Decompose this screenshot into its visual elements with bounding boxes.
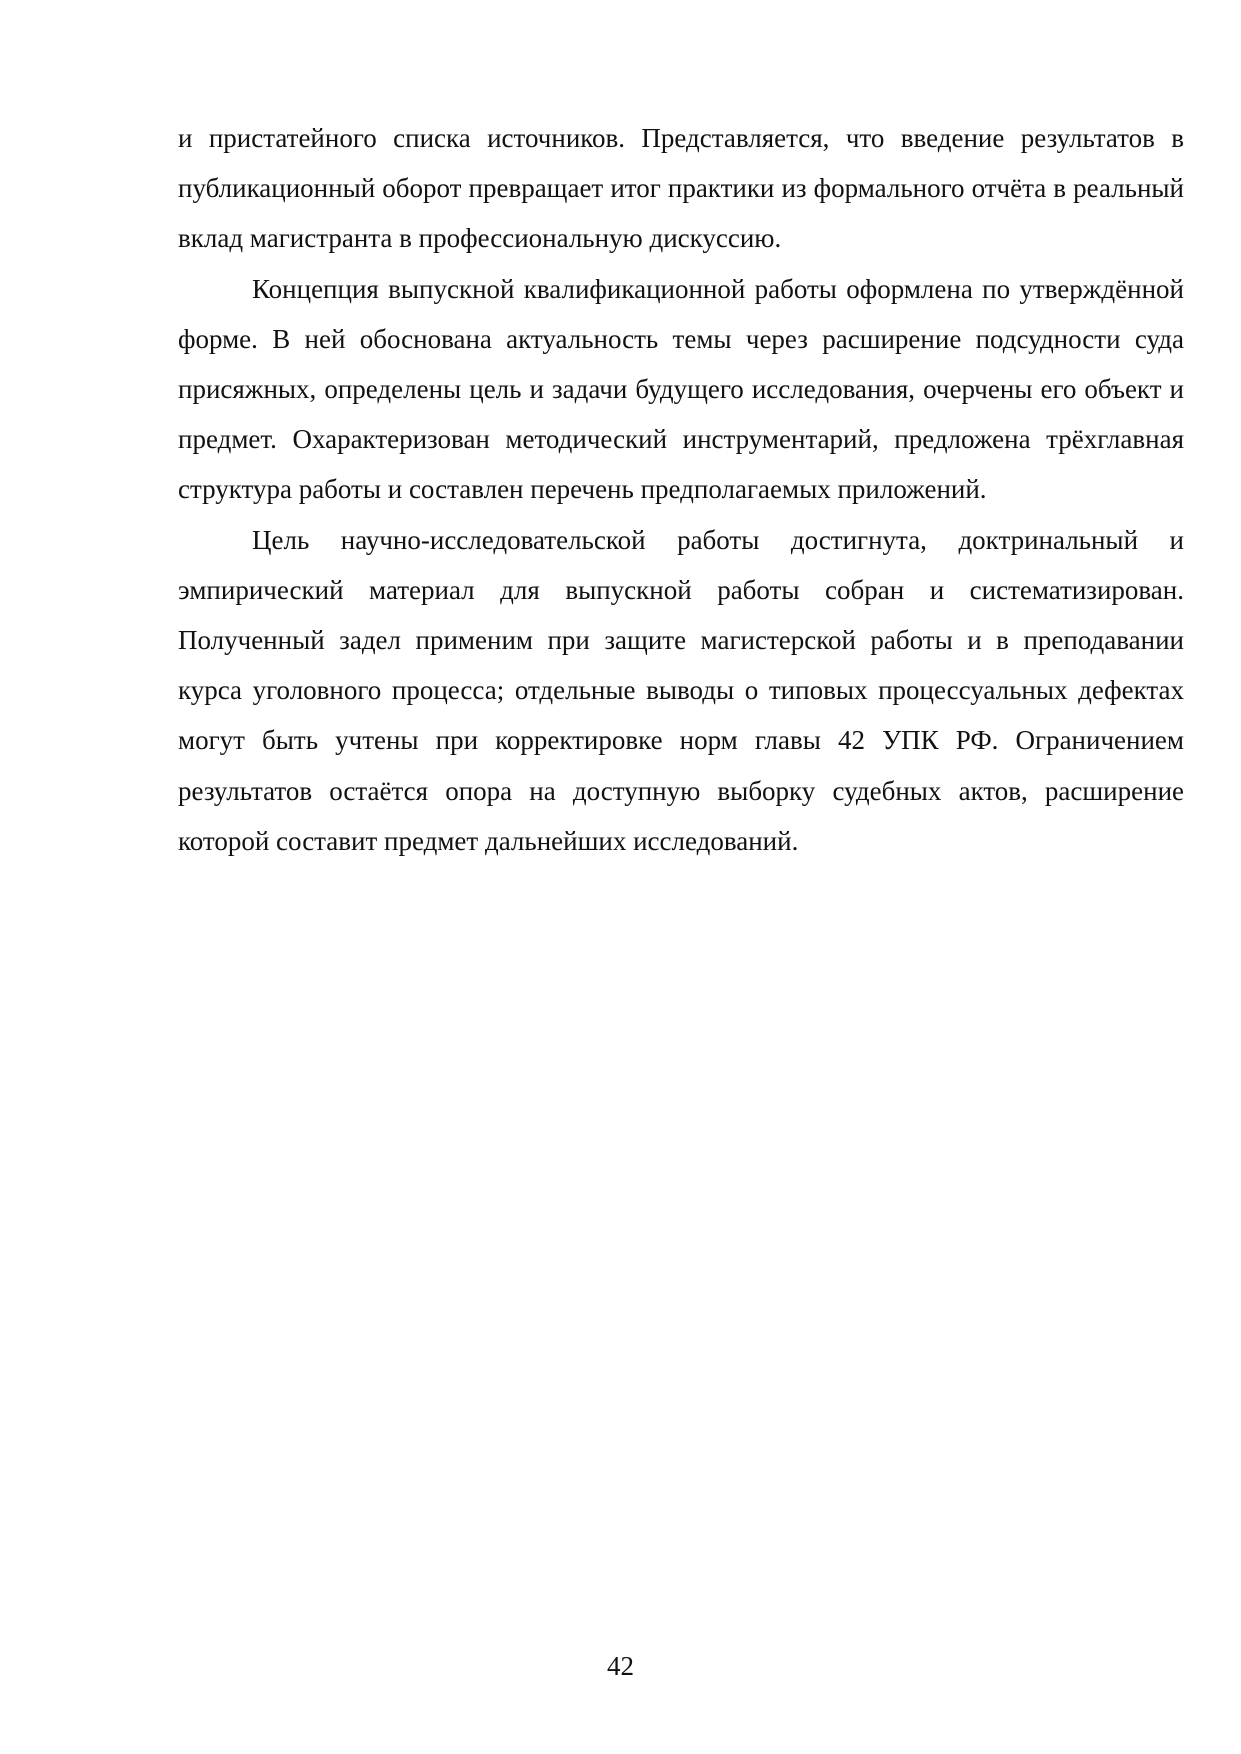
page-number: 42 xyxy=(607,1651,634,1681)
paragraph-continuation: и пристатейного списка источников. Представляется, что введение результатов в публикационный оборот превращает итог практики из формального отчёта в реальный вклад магистранта в профессиональную дискуссию. xyxy=(178,123,1184,254)
paragraph-conclusion: Цель научно-исследовательской работы достигнута, доктринальный и эмпирический материал для выпускной работы собран и систематизирован. Полученный задел применим при защите магистерской работы и в преподавании курса уголовного процесса; отдельные выводы о типовых процессуальных дефектах могут быть учтены при корректировке норм главы 42 УПК РФ. Ограничением результатов остаётся опора на доступную выборку судебных актов, расширение которой составит предмет дальнейших исследований. xyxy=(178,524,1184,856)
paragraph-thesis-concept: Концепция выпускной квалификационной работы оформлена по утверждённой форме. В ней обоснована актуальность темы через расширение подсудности суда присяжных, определены цель и задачи будущего исследования, очерчены его объект и предмет. Охарактеризован методический инструментарий, предложена трёхглавная структура работы и составлен перечень предполагаемых приложений. xyxy=(178,273,1184,505)
body-text xyxy=(178,113,1184,866)
